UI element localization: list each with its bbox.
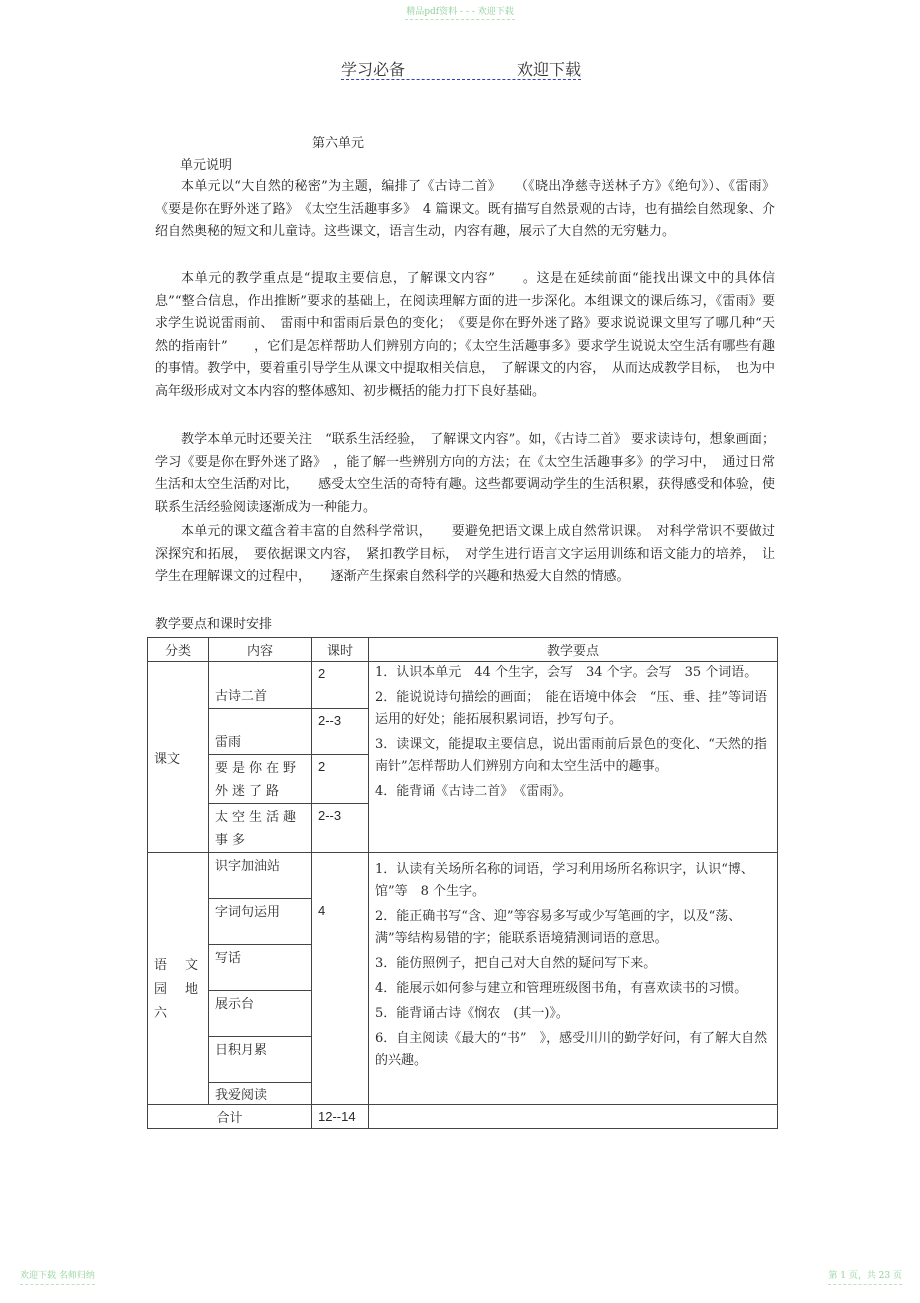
hours-cell: 2 [312, 662, 369, 709]
watermark-top-text: 精品pdf资料 - - - 欢迎下载 [406, 7, 514, 17]
header-right: 欢迎下载 [516, 60, 581, 79]
watermark-bottom-right-dash [828, 1284, 902, 1285]
paragraph-2: 本单元的教学重点是“提取主要信息，了解课文内容” 。这是在延续前面“能找出课文中的具体信息”“整合信息，作出推断”要求的基础上，在阅读理解方面的进一步深化。本组课文的课后练习，《雷雨》要求学生说说雷雨前、 雷雨中和雷雨后景色的变化； 《要是你在野外迷了路》要求说说课文里写了哪几种“天然的指南针” ，它们是怎样帮助人们辨别方向的；《太空生活趣事多》要求学生说说太空生活有哪些有趣的事情。教学中，要着重引导学生从课文中提取相关信息， 了解课文的内容， 从而达成教学目标， 也为中高年级形成对文本内容的整体感知、初步概括的能力打下良好基础。 [155, 271, 775, 399]
unit-title: 第六单元 [312, 136, 365, 151]
section-label: 单元说明 [180, 158, 233, 173]
content-cell [209, 709, 312, 755]
watermark-bottom-left-dash [20, 1284, 95, 1285]
watermark-bottom-left-text: 欢迎下载 名师归纳 [20, 1271, 95, 1281]
header-hours: 课时 [312, 638, 369, 662]
header-left: 学习必备 [341, 60, 406, 79]
watermark-bottom-right [828, 1268, 902, 1285]
points-cell-yuandi [369, 853, 778, 1105]
watermark-bottom-left [20, 1268, 95, 1285]
lesson-plan-table [147, 637, 778, 1129]
content-text: 古诗二首 [215, 689, 268, 704]
category-line-3 [154, 1002, 198, 1026]
table-total-row [148, 1105, 778, 1129]
category-char: 文 [184, 957, 198, 973]
point-item: 5．能背诵古诗《悯农 (其一)》。 [375, 1006, 569, 1021]
point-item: 1．认读有关场所名称的词语，学习利用场所名称识字，认识“博、馆”等 8 个生字。 [375, 862, 754, 899]
content-cell: 字词句运用 [209, 899, 312, 945]
point-item: 4．能背诵《古诗二首》 《雷雨》。 [375, 784, 572, 799]
category-char: 六 [154, 1005, 168, 1021]
content-cell: 展示台 [209, 991, 312, 1037]
hours-cell: 2 [312, 755, 369, 804]
category-line-1 [154, 954, 198, 978]
paragraph-3: 教学本单元时还要关注 “联系生活经验， 了解课文内容”。如，《古诗二首》 要求读诗句，想象画面；学习《要是你在野外迷了路》 ，能了解一些辨别方向的方法；在《太空生活趣事多》的学习中， 通过日常生活和太空生活酌对比， 感受太空生活的奇特有趣。这些都要调动学生的生活积累，获得感受和体验，使联系生活经验阅读逐渐成为一种能力。 [155, 432, 775, 515]
table-header-row [148, 638, 778, 662]
content-text: 雷雨 [215, 735, 242, 750]
category-yuwen-yuandi [148, 853, 209, 1105]
category-char: 地 [184, 981, 198, 997]
point-item: 3．读课文，能提取主要信息，说出雷雨前后景色的变化、“天然的指南针”怎样帮助人们辨别方向和太空生活中的趣事。 [375, 737, 767, 774]
header-content: 内容 [209, 638, 312, 662]
total-label: 合计 [148, 1105, 312, 1129]
header-points: 教学要点 [369, 638, 778, 662]
hours-cell: 2--3 [312, 709, 369, 755]
content-cell: 日积月累 [209, 1037, 312, 1083]
point-item: 3．能仿照例子，把自己对大自然的疑问写下来。 [375, 956, 657, 971]
category-char: 园 [154, 981, 185, 997]
watermark-top-dash [405, 19, 515, 20]
point-item: 2．能正确书写“含、迎”等容易多写或少写笔画的字，以及“荡、满”等结构易错的字；能联系语境猜测词语的意思。 [375, 909, 742, 946]
category-char: 语 [154, 957, 185, 973]
paragraph-4: 本单元的课文蕴含着丰富的自然科学常识， 要避免把语文课上成自然常识课。 对科学常识不要做过深探究和拓展， 要依据课文内容， 紧扣教学目标， 对学生进行语言文字运用训练和语文能力的培养， 让学生在理解课文的过程中， 逐渐产生探索自然科学的兴趣和热爱大自然的情感。 [155, 524, 775, 585]
table-row [148, 853, 778, 899]
content-cell [209, 755, 312, 804]
hours-cell: 2--3 [312, 804, 369, 853]
content-cell [209, 804, 312, 853]
content-cell: 识字加油站 [209, 853, 312, 899]
header-category: 分类 [148, 638, 209, 662]
content-cell: 我爱阅读 [209, 1083, 312, 1105]
total-hours: 12--14 [312, 1105, 369, 1129]
point-item: 2．能说说诗句描绘的画面； 能在语境中体会 “压、垂、挂”等词语运用的好处；能拓展积累词语，抄写句子。 [375, 690, 768, 727]
page-number-text: 第 1 页，共 23 页 [828, 1271, 902, 1281]
table-row [148, 662, 778, 709]
point-item: 4．能展示如何参与建立和管理班级图书角，有喜欢读书的习惯。 [375, 981, 748, 996]
total-points-empty [369, 1105, 778, 1129]
content-text: 要是你在野外迷了路 [215, 761, 301, 799]
category-kewen: 课文 [148, 662, 209, 853]
page-header [341, 57, 581, 80]
hours-cell: 4 [312, 853, 369, 1105]
table-title: 教学要点和课时安排 [155, 617, 273, 632]
points-cell-kewen [369, 662, 778, 853]
content-cell: 写话 [209, 945, 312, 991]
category-line-2 [154, 978, 198, 1002]
point-item: 1．认识本单元 44 个生字，会写 34 个字。会写 35 个词语。 [375, 665, 758, 680]
watermark-top [0, 4, 920, 20]
content-text: 太空生活趣事多 [215, 810, 301, 848]
content-cell [209, 662, 312, 709]
point-item: 6．自主阅读《最大的“书” 》，感受川川的勤学好问，有了解大自然的兴趣。 [375, 1031, 768, 1068]
paragraph-1: 本单元以“大自然的秘密”为主题，编排了《古诗二首》 （《晓出净慈寺送林子方》《绝句》）、《雷雨》《要是你在野外迷了路》 《太空生活趣事多》 4 篇课文。既有描写自然景观的古诗，也有描绘自然现象、介绍自然奥秘的短文和儿童诗。这些课文，语言生动，内容有趣，展示了大自然的无穷魅力。 [155, 179, 775, 240]
